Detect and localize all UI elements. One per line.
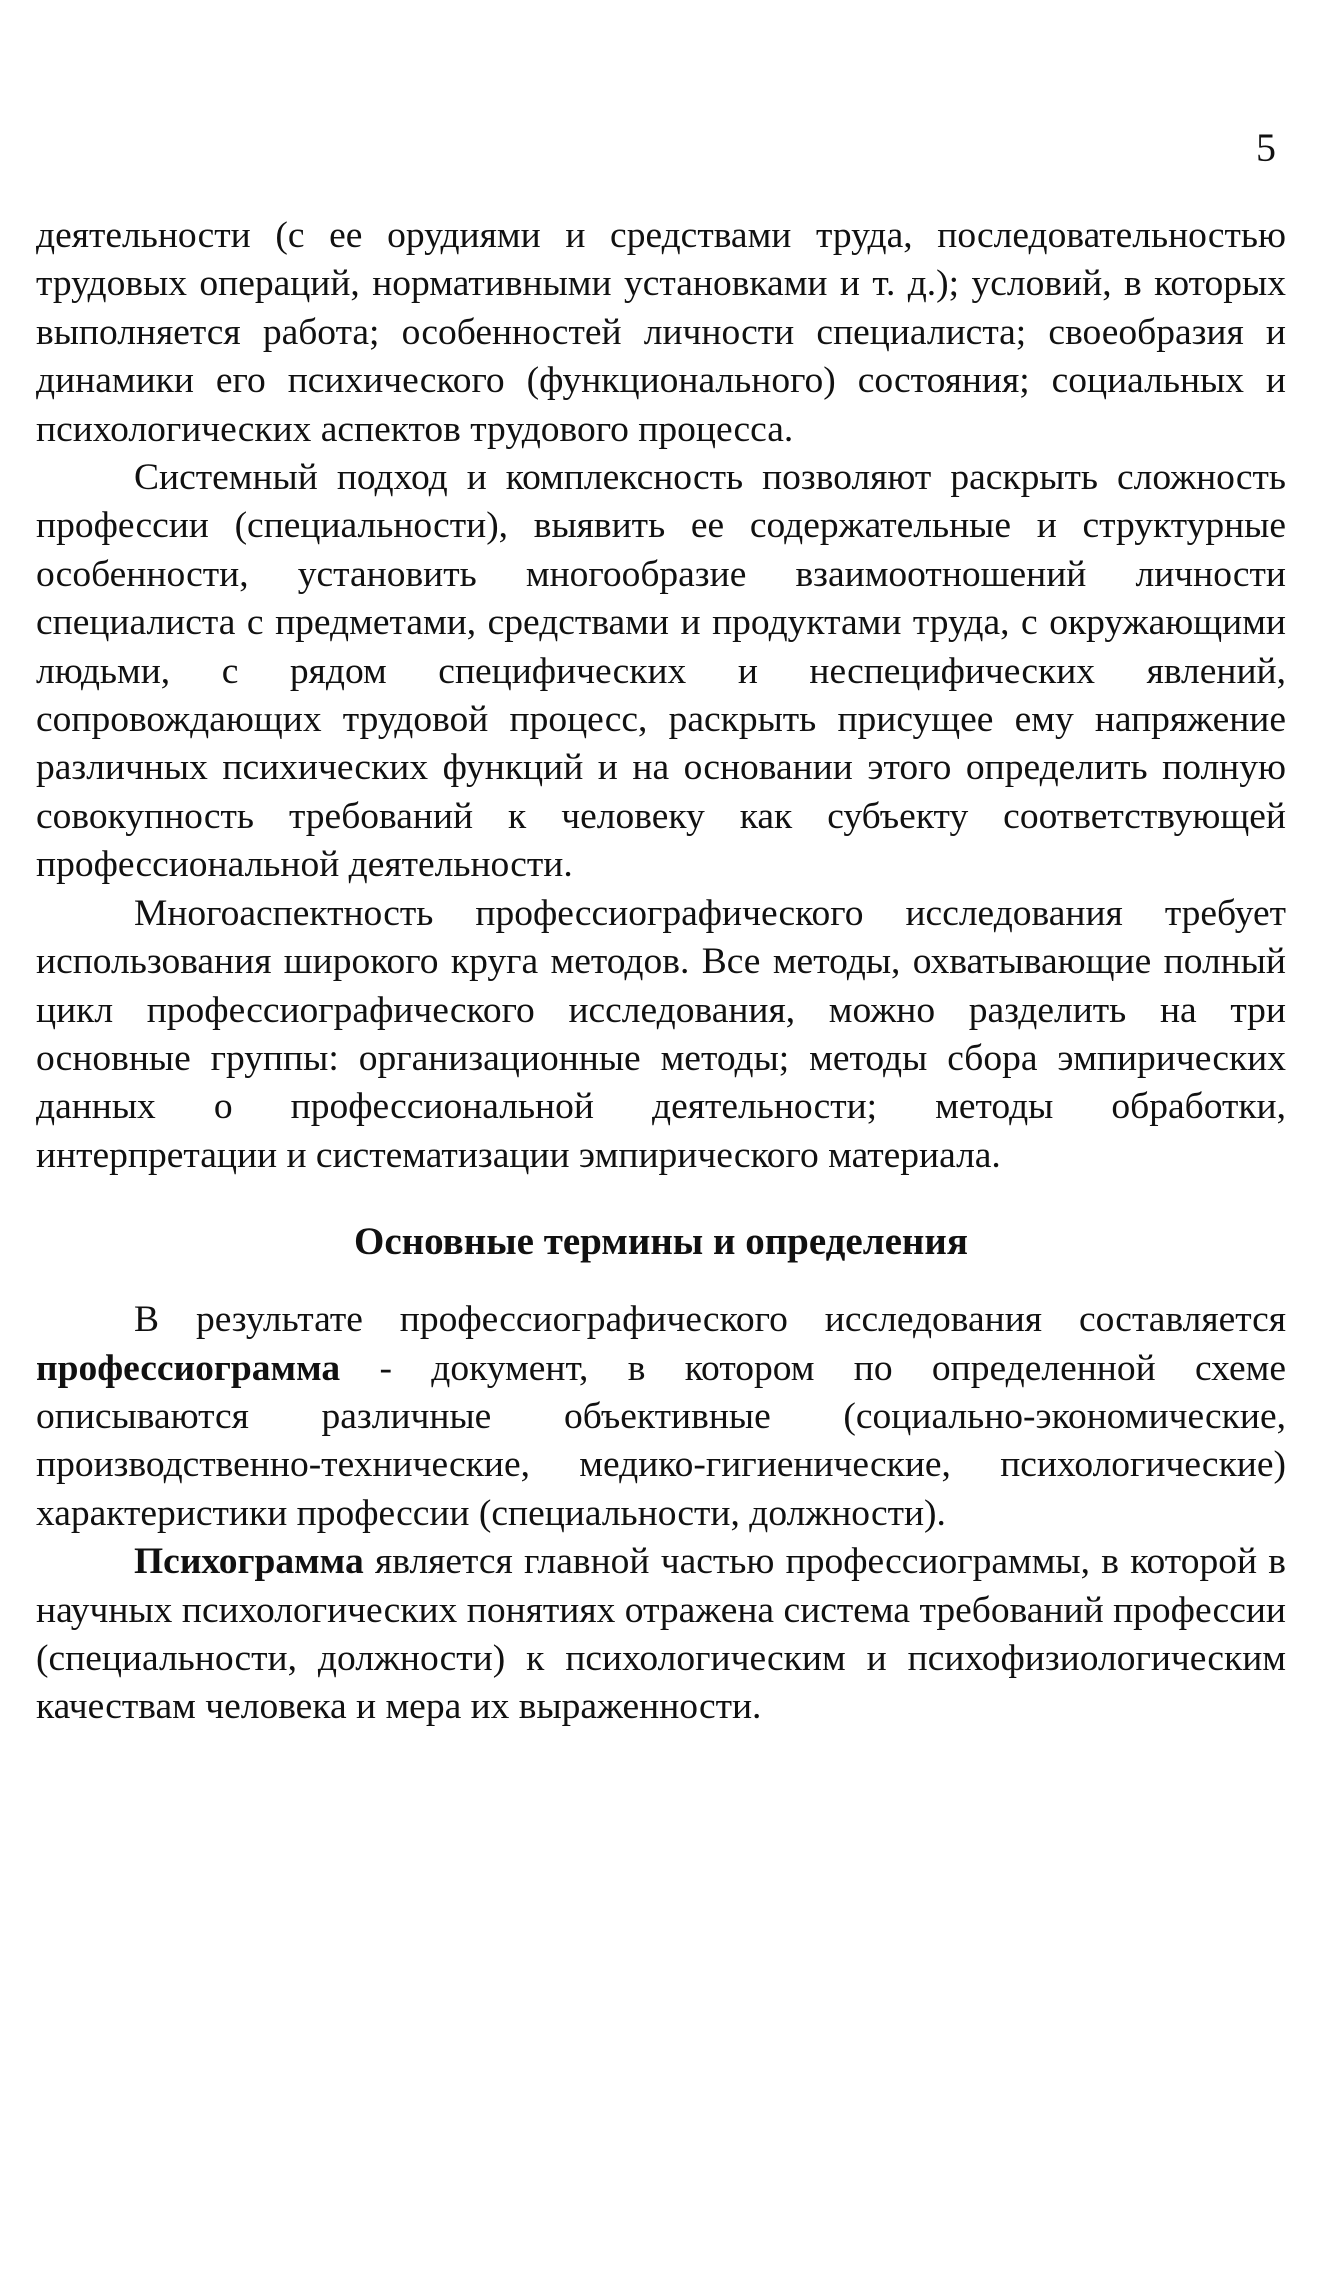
definition-text-after: является главной частью профессиограммы, в которой в научных психологических понятиях отражена система требований профессии (специальности, должности) к психологическим и психофизиологическим качествам человека и мера их выраженности.	[36, 1541, 1286, 1728]
term-professiogram: профессиограмма	[36, 1347, 341, 1389]
paragraph-continuation: деятельности (с ее орудиями и средствами труда, последовательностью трудовых операций, нормативными установками и т. д.); условий, в которых выполняется работа; особенностей личности специалиста; своеобразия и динамики его психического (функционального) состояния; социальных и психологических аспектов трудового процесса.	[36, 215, 1286, 450]
paragraph-systems-approach: Системный подход и комплексность позволяют раскрыть сложность профессии (специальности), выявить ее содержательные и структурные особенности, установить многообразие взаимоотношений личности специалиста с предметами, средствами и продуктами труда, с окружающими людьми, с рядом специфических и неспецифических явлений, сопровождающих трудовой процесс, раскрыть присущее ему напряжение различных психических функций и на основании этого определить полную совокупность требований к человеку как субъекту соответствующей профессиональной деятельности.	[36, 457, 1286, 886]
page-number: 5	[1256, 125, 1276, 170]
section-heading: Основные термины и определения	[354, 1220, 968, 1264]
term-psychogram: Психограмма	[134, 1541, 364, 1583]
definition-text-before: В результате профессиографического исследования составляется	[134, 1299, 1286, 1341]
paragraph-definition-professiogram	[36, 1296, 1286, 1538]
definition-text-after: - документ, в котором по определенной схеме описываются различные объективные (социально-экономические, производственно-технические, медико-гигиенические, психологические) характеристики профессии (специальности, должности).	[36, 1347, 1286, 1534]
paragraph-methods: Многоаспектность профессиографического исследования требует использования широкого круга методов. Все методы, охватывающие полный цикл профессиографического исследования, можно разделить на три основные группы: организационные методы; методы сбора эмпирических данных о профессиональной деятельности; методы обработки, интерпретации и систематизации эмпирического материала.	[36, 892, 1286, 1176]
paragraph-definition-psychogram	[36, 1538, 1286, 1732]
text-column	[36, 212, 1286, 1732]
